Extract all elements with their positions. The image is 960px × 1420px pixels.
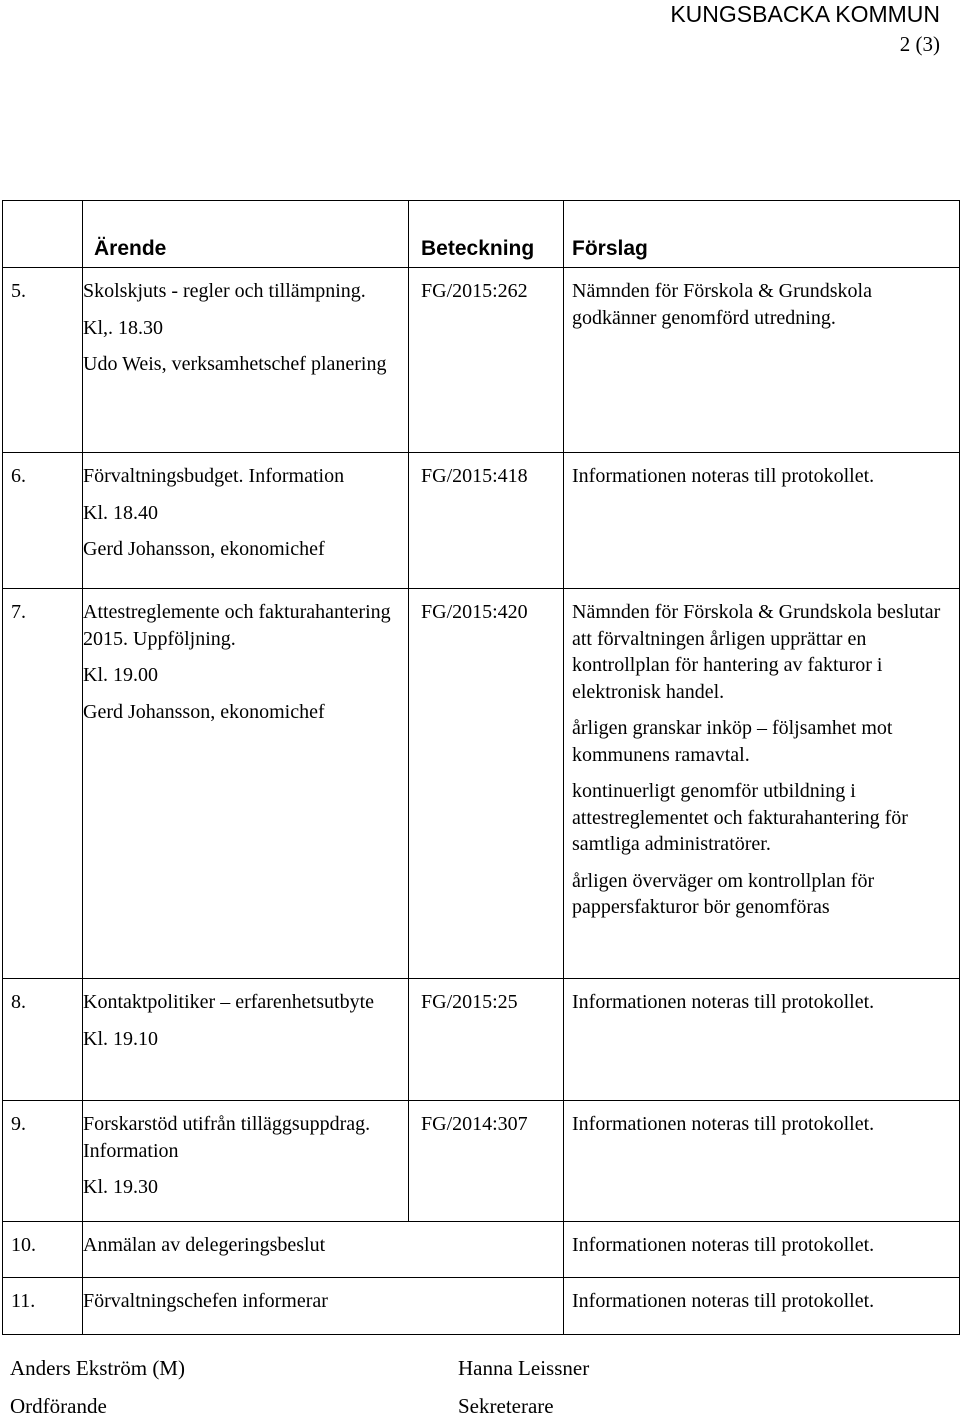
- header-beteckning: Beteckning: [409, 201, 564, 268]
- item-forslag: årligen granskar inköp – följsamhet mot kommunens ramavtal.: [572, 717, 893, 766]
- item-time: Kl. 18.40: [83, 501, 158, 524]
- item-title: Forskarstöd utifrån tilläggsuppdrag. Information: [83, 1113, 371, 1162]
- item-forslag: Informationen noteras till protokollet.: [572, 991, 875, 1013]
- agenda-table: [2, 200, 960, 1335]
- table-row: [3, 268, 960, 453]
- chair-name: Anders Ekström (M): [10, 1356, 185, 1380]
- table-row: [3, 1278, 960, 1335]
- header-forslag: Förslag: [564, 201, 960, 268]
- item-forslag: kontinuerligt genomför utbildning i attestreglementet och fakturahantering för samtliga administratörer.: [572, 780, 908, 855]
- item-title: Skolskjuts - regler och tillämpning.: [83, 280, 366, 302]
- item-title: Attestreglemente och fakturahantering 2015. Uppföljning.: [83, 601, 391, 650]
- item-forslag: Informationen noteras till protokollet.: [572, 1234, 875, 1256]
- item-presenter: Gerd Johansson, ekonomichef: [83, 700, 325, 723]
- item-number: 11.: [11, 1290, 36, 1312]
- item-time: Kl,. 18.30: [83, 316, 163, 339]
- table-row: [3, 453, 960, 589]
- item-title: Kontaktpolitiker – erfarenhetsutbyte: [83, 991, 375, 1013]
- item-title: Anmälan av delegeringsbeslut: [83, 1234, 326, 1256]
- item-beteckning: FG/2015:418: [421, 465, 528, 487]
- item-number: 9.: [11, 1113, 26, 1135]
- item-number: 5.: [11, 280, 26, 302]
- item-forslag: Nämnden för Förskola & Grundskola godkänner genomförd utredning.: [572, 280, 872, 329]
- item-title: Förvaltningschefen informerar: [83, 1290, 328, 1312]
- secretary-name: Hanna Leissner: [458, 1356, 590, 1380]
- item-beteckning: FG/2015:262: [421, 280, 528, 302]
- organization-name: KUNGSBACKA KOMMUN: [670, 1, 940, 27]
- item-forslag: Nämnden för Förskola & Grundskola beslutar att förvaltningen årligen upprättar en kontrollplan för hantering av fakturor i elektronisk handel.: [572, 601, 941, 703]
- item-number: 6.: [11, 465, 26, 487]
- item-number: 8.: [11, 991, 26, 1013]
- signature-secretary: [458, 1354, 589, 1420]
- item-time: Kl. 19.00: [83, 664, 158, 686]
- page-number: 2 (3): [899, 32, 940, 56]
- item-number: 7.: [11, 601, 26, 623]
- item-beteckning: FG/2015:420: [421, 601, 528, 623]
- item-forslag: Informationen noteras till protokollet.: [572, 1113, 875, 1135]
- table-row: [3, 589, 960, 979]
- table-header-row: [3, 201, 960, 268]
- item-forslag: Informationen noteras till protokollet.: [572, 1290, 875, 1312]
- item-beteckning: FG/2015:25: [421, 991, 518, 1013]
- header-number: [3, 201, 83, 268]
- item-time: Kl. 19.30: [83, 1176, 158, 1198]
- table-row: [3, 1222, 960, 1278]
- item-forslag: Informationen noteras till protokollet.: [572, 465, 875, 487]
- item-forslag: årligen överväger om kontrollplan för pappersfakturor bör genomföras: [572, 869, 875, 918]
- item-number: 10.: [11, 1234, 36, 1256]
- item-beteckning: FG/2014:307: [421, 1113, 528, 1135]
- table-row: [3, 1101, 960, 1222]
- item-presenter: Udo Weis, verksamhetschef planering: [83, 353, 387, 375]
- signature-chair: [10, 1354, 185, 1420]
- item-time: Kl. 19.10: [83, 1027, 158, 1050]
- chair-role: Ordförande: [10, 1394, 107, 1418]
- table-row: [3, 979, 960, 1101]
- page-header: [670, 0, 940, 58]
- secretary-role: Sekreterare: [458, 1394, 554, 1418]
- item-title: Förvaltningsbudget. Information: [83, 465, 345, 487]
- header-arende: Ärende: [83, 201, 409, 268]
- item-presenter: Gerd Johansson, ekonomichef: [83, 538, 325, 560]
